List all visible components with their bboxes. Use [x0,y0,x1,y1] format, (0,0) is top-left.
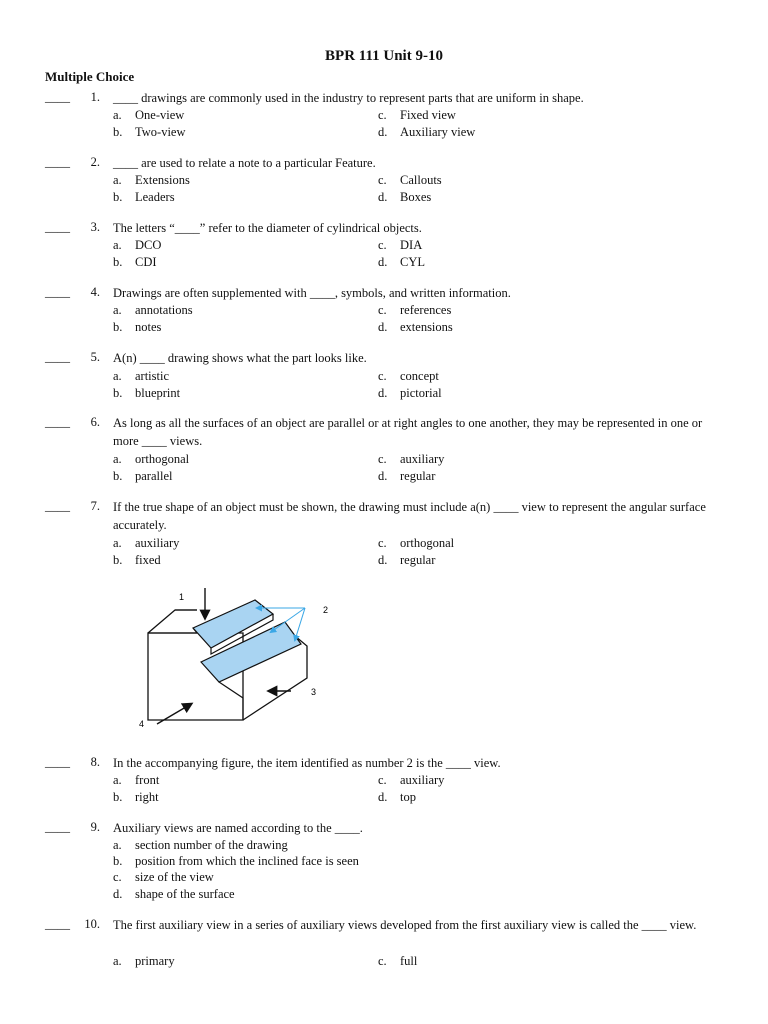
question-number: 3. [90,220,100,234]
answer-blank[interactable]: ____ [45,90,70,104]
question-text: Auxiliary views are named according to the ____. [113,821,363,835]
option-letter: a. [113,173,122,187]
section-heading: Multiple Choice [45,69,135,84]
option-letter: d. [378,255,388,269]
option-letter: c. [378,954,387,968]
answer-blank[interactable]: ____ [45,755,70,769]
option-text: regular [400,469,436,483]
option-letter: b. [113,125,123,139]
option-text: blueprint [135,386,181,400]
option-text: DCO [135,238,162,252]
option-letter: c. [378,108,387,122]
page-title: BPR 111 Unit 9-10 [325,48,443,64]
option-text: pictorial [400,386,442,400]
option-letter: a. [113,536,122,550]
option-text: parallel [135,469,173,483]
answer-blank[interactable]: ____ [45,820,70,834]
question-text: A(n) ____ drawing shows what the part looks like. [113,351,367,365]
question-number: 7. [90,499,100,513]
option-letter: d. [378,469,388,483]
option-text: Auxiliary view [400,125,476,139]
option-text: size of the view [135,870,214,884]
option-letter: c. [378,773,387,787]
option-letter: c. [378,238,387,252]
option-text: annotations [135,303,193,317]
question-number: 6. [90,415,100,429]
question-number: 4. [90,285,100,299]
option-text: section number of the drawing [135,838,288,852]
option-letter: c. [113,870,122,884]
question-text: If the true shape of an object must be shown, the drawing must include a(n) ____ view to represent the angular surface accurately. [113,500,706,532]
option-letter: d. [378,190,388,204]
option-text: auxiliary [400,773,445,787]
option-letter: a. [113,369,122,383]
option-text: top [400,790,416,804]
question-number: 1. [90,90,100,104]
answer-blank[interactable]: ____ [45,220,70,234]
option-letter: b. [113,790,123,804]
option-text: shape of the surface [135,887,235,901]
question-number: 10. [84,917,100,931]
option-text: references [400,303,452,317]
answer-blank[interactable]: ____ [45,285,70,299]
figure-label-3: 3 [311,687,317,697]
option-text: fixed [135,553,161,567]
option-text: Boxes [400,190,432,204]
option-text: CDI [135,255,157,269]
question-text: ____ are used to relate a note to a particular Feature. [113,156,376,170]
option-text: Callouts [400,173,442,187]
option-text: DIA [400,238,423,252]
option-text: regular [400,553,436,567]
answer-blank[interactable]: ____ [45,155,70,169]
option-text: auxiliary [400,452,445,466]
answer-blank[interactable]: ____ [45,415,70,429]
answer-blank[interactable]: ____ [45,350,70,364]
option-letter: b. [113,469,123,483]
option-text: notes [135,320,162,334]
auxiliary-view-figure [135,588,335,738]
question-text: As long as all the surfaces of an object are parallel or at right angles to one another, they may be represented in one or more ____ views. [113,416,703,448]
option-letter: a. [113,238,122,252]
option-letter: b. [113,190,123,204]
option-text: CYL [400,255,425,269]
option-letter: d. [378,553,388,567]
option-letter: a. [113,303,122,317]
option-letter: c. [378,173,387,187]
option-letter: d. [378,320,388,334]
question-text: In the accompanying figure, the item identified as number 2 is the ____ view. [113,756,501,770]
option-text: Two-view [135,125,186,139]
option-text: Leaders [135,190,175,204]
option-text: extensions [400,320,453,334]
option-text: orthogonal [135,452,190,466]
block-drawing [135,588,335,738]
answer-blank[interactable]: ____ [45,917,70,931]
question-number: 5. [90,350,100,364]
figure-label-1: 1 [179,592,185,602]
option-letter: c. [378,536,387,550]
option-letter: b. [113,255,123,269]
option-text: concept [400,369,439,383]
option-text: orthogonal [400,536,455,550]
question-number: 2. [90,155,100,169]
option-letter: a. [113,773,122,787]
option-letter: b. [113,553,123,567]
option-letter: a. [113,452,122,466]
option-text: primary [135,954,175,968]
option-text: full [400,954,418,968]
option-letter: d. [378,125,388,139]
option-letter: c. [378,369,387,383]
option-text: artistic [135,369,170,383]
option-letter: c. [378,303,387,317]
question-number: 8. [90,755,100,769]
question-text: Drawings are often supplemented with ____, symbols, and written information. [113,286,511,300]
figure-label-2: 2 [323,605,329,615]
option-letter: b. [113,854,123,868]
option-letter: a. [113,108,122,122]
option-text: auxiliary [135,536,180,550]
option-text: front [135,773,160,787]
option-letter: a. [113,838,122,852]
option-letter: d. [378,790,388,804]
option-text: Extensions [135,173,190,187]
option-text: position from which the inclined face is seen [135,854,359,868]
question-number: 9. [90,820,100,834]
option-letter: c. [378,452,387,466]
figure-label-4: 4 [139,719,145,729]
option-letter: d. [113,887,123,901]
option-letter: b. [113,386,123,400]
question-text: The first auxiliary view in a series of auxiliary views developed from the first auxiliary view is called the ____ view. [113,918,697,932]
option-text: One-view [135,108,185,122]
option-letter: a. [113,954,122,968]
question-text: ____ drawings are commonly used in the industry to represent parts that are uniform in shape. [113,91,584,105]
option-letter: b. [113,320,123,334]
option-letter: d. [378,386,388,400]
question-text: The letters “____” refer to the diameter of cylindrical objects. [113,221,422,235]
option-text: Fixed view [400,108,456,122]
option-text: right [135,790,159,804]
answer-blank[interactable]: ____ [45,499,70,513]
